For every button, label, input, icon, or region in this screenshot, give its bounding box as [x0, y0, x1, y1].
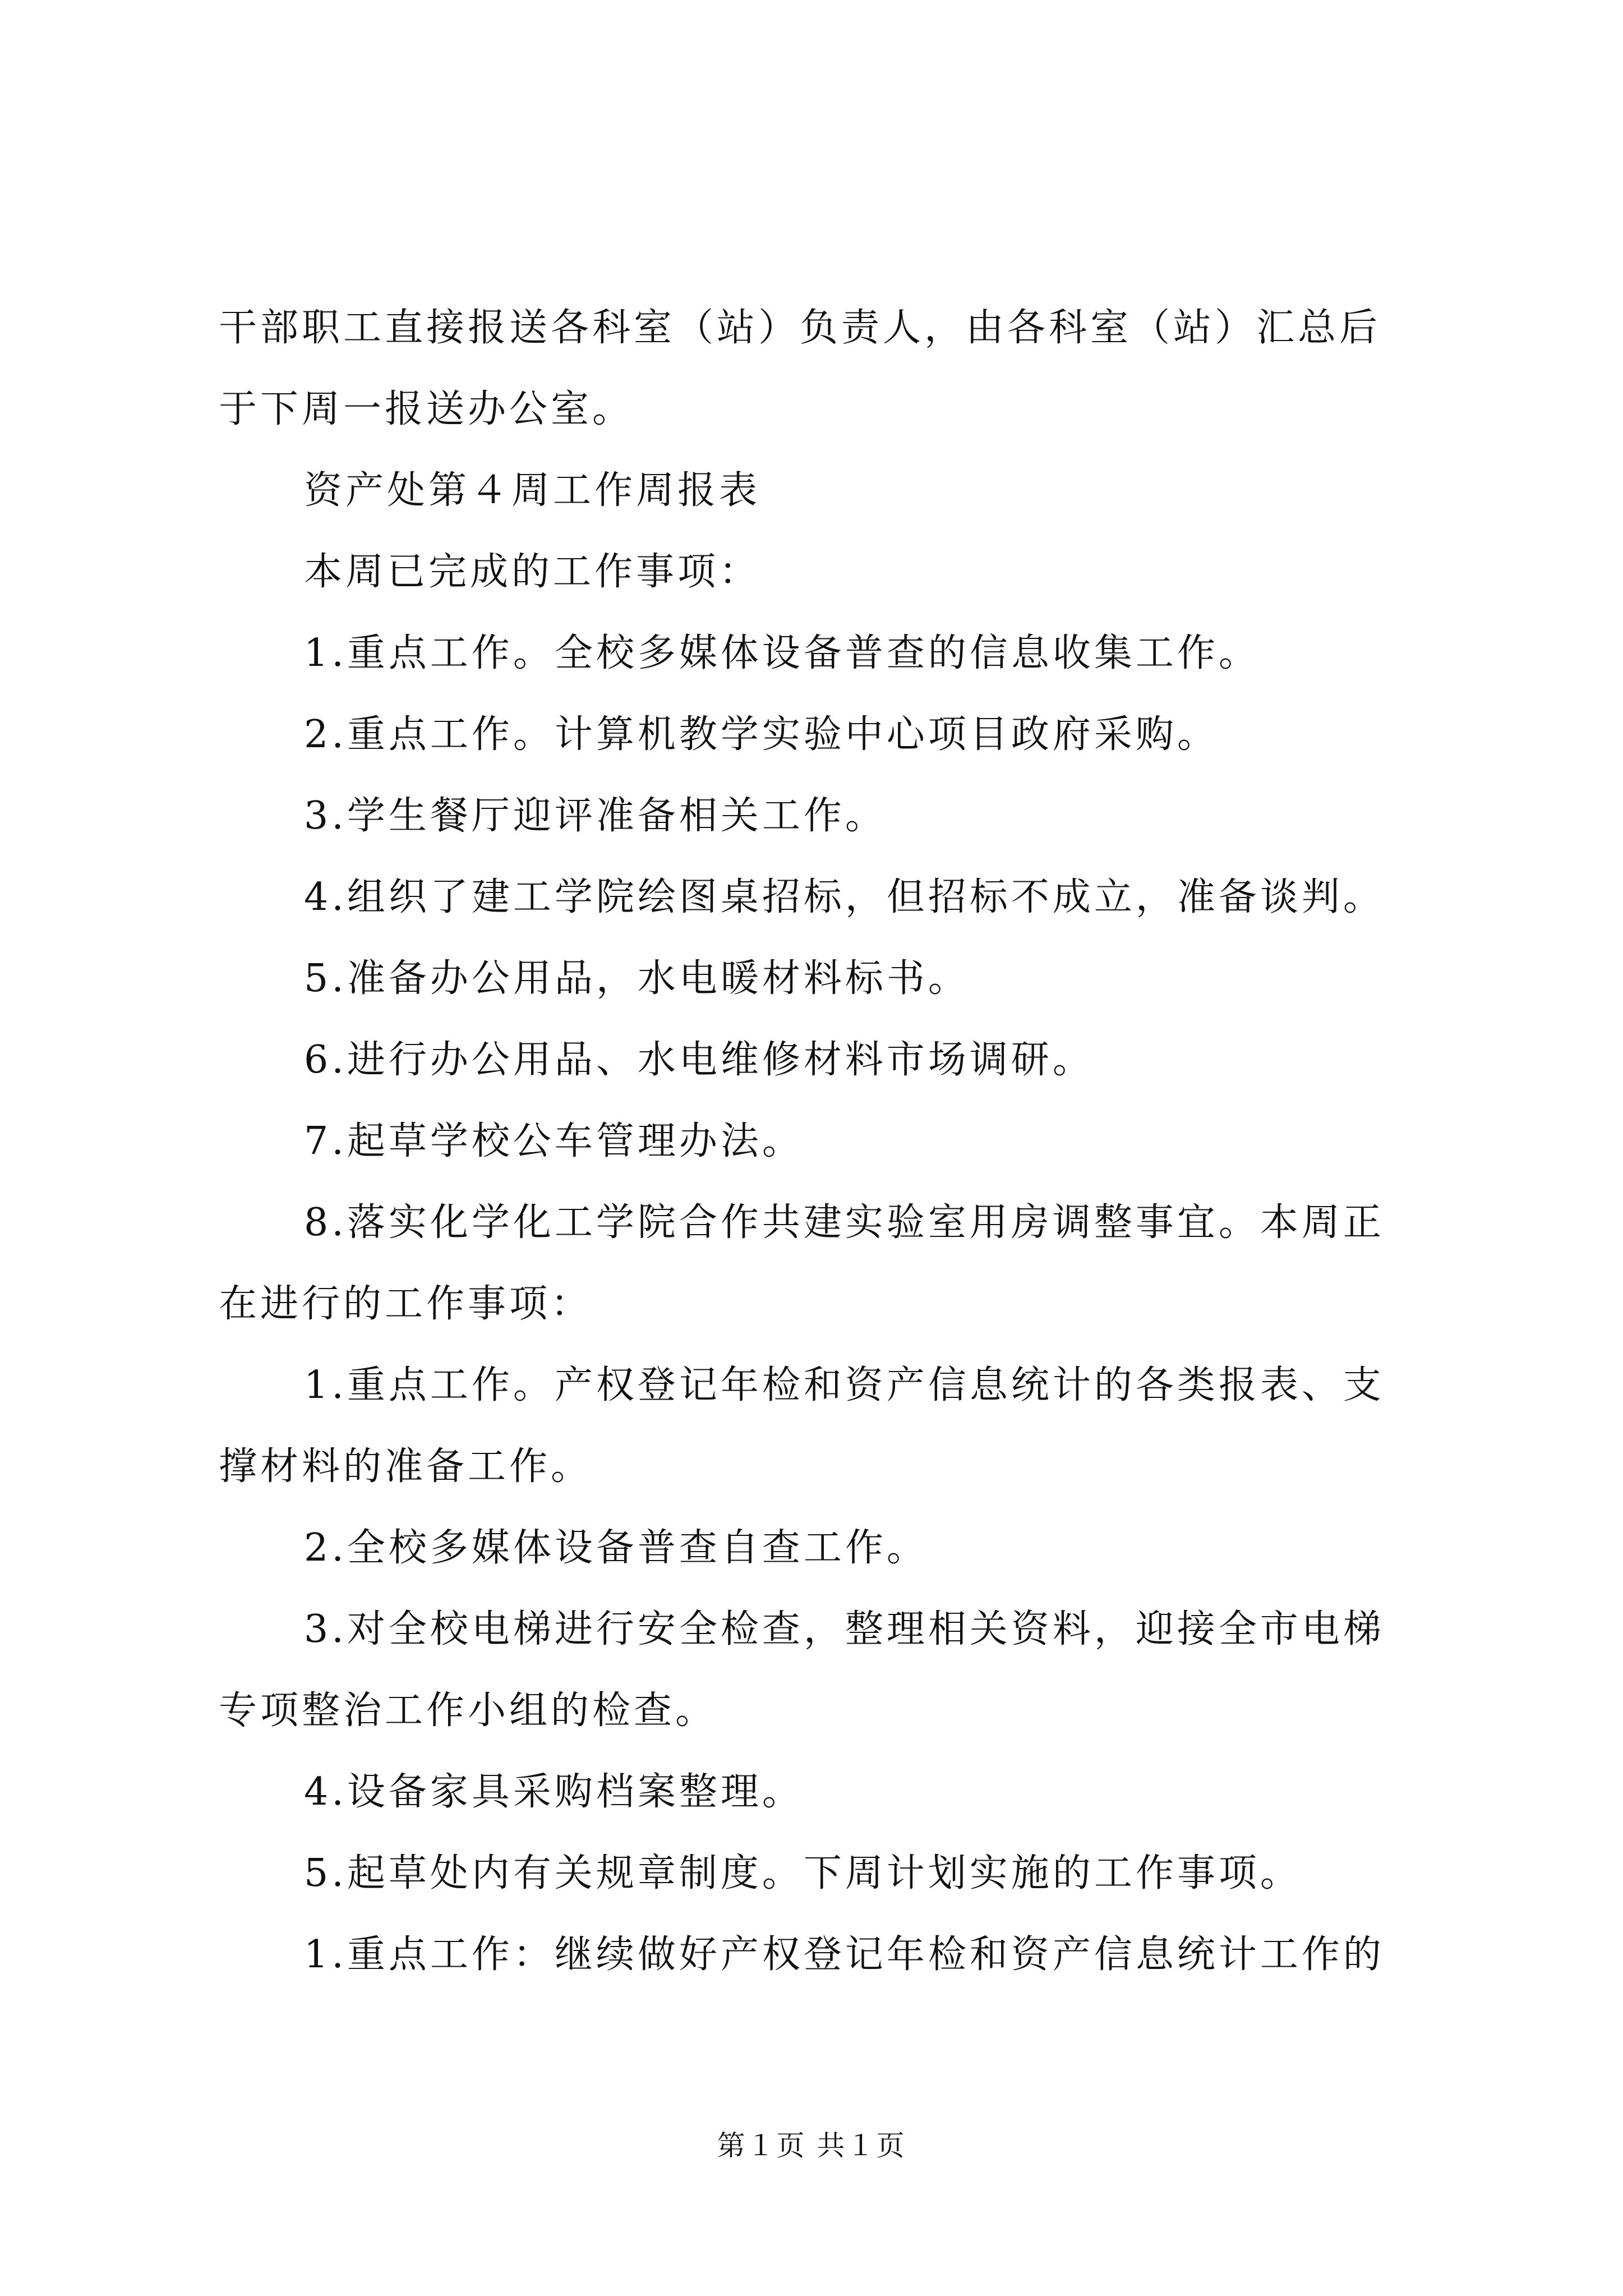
list-item: 1.重点工作：继续做好产权登记年检和资产信息统计工作的	[304, 1932, 1385, 1977]
list-item: 4.设备家具采购档案整理。	[304, 1770, 804, 1814]
list-item: 1.重点工作。产权登记年检和资产信息统计的各类报表、支	[304, 1363, 1385, 1407]
page-number-footer: 第１页 共１页	[717, 2129, 906, 2162]
list-item-continuation: 专项整治工作小组的检查。	[219, 1688, 717, 1733]
list-item: 3.对全校电梯进行安全检查，整理相关资料，迎接全市电梯	[304, 1607, 1385, 1651]
list-item-continuation: 撑材料的准备工作。	[219, 1444, 593, 1489]
list-item: 4.组织了建工学院绘图桌招标，但招标不成立，准备谈判。	[304, 875, 1385, 919]
body-line: 干部职工直接报送各科室（站）负责人，由各科室（站）汇总后	[219, 306, 1381, 350]
body-line: 于下周一报送办公室。	[219, 387, 634, 431]
list-item: 8.落实化学化工学院合作共建实验室用房调整事宜。本周正	[304, 1200, 1385, 1245]
list-item: 3.学生餐厅迎评准备相关工作。	[304, 794, 887, 838]
list-item: 1.重点工作。全校多媒体设备普查的信息收集工作。	[304, 631, 1260, 675]
list-item: 7.起草学校公车管理办法。	[304, 1119, 804, 1163]
list-item: 2.重点工作。计算机教学实验中心项目政府采购。	[304, 712, 1219, 757]
section-heading-in-progress: 在进行的工作事项：	[219, 1282, 593, 1326]
report-title: 资产处第４周工作周报表	[304, 468, 761, 513]
list-item: 2.全校多媒体设备普查自查工作。	[304, 1526, 928, 1570]
list-item: 5.准备办公用品，水电暖材料标书。	[304, 956, 970, 1001]
section-heading-completed: 本周已完成的工作事项：	[304, 550, 761, 594]
list-item: 5.起草处内有关规章制度。下周计划实施的工作事项。	[304, 1851, 1302, 1895]
list-item: 6.进行办公用品、水电维修材料市场调研。	[304, 1038, 1094, 1082]
